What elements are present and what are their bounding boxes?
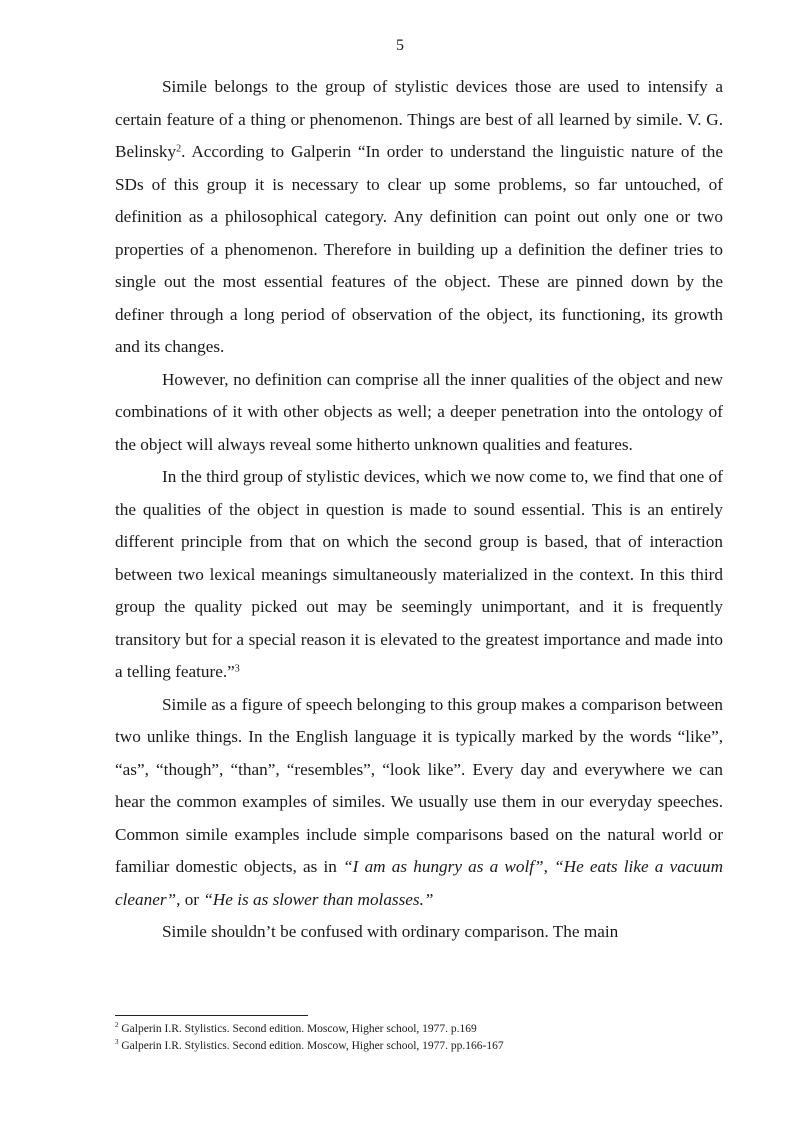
text-run: In the third group of stylistic devices, which we now come to, we find that one of the qualities of the object in question is made to sound essential. This is an entirely different principle from that on which the second group is based, that of interaction between two lexical meanings simultaneously materialized in the context. In this third group the quality picked out may be seemingly unimportant, and it is frequently transitory but for a special reason it is elevated to the greatest importance and made into a telling feature.” — [115, 467, 723, 681]
paragraph — [115, 71, 723, 364]
italic-example: “I am as hungry as a wolf” — [343, 857, 544, 876]
footnote — [115, 1038, 723, 1055]
paragraph — [115, 461, 723, 689]
text-run: Simile belongs to the group of stylistic devices those are used to intensify a certain feature of a thing or phenomenon. Things are best of all learned by simile. V. G. Belinsky — [115, 77, 723, 161]
text-run: , — [543, 857, 555, 876]
paragraph — [115, 916, 723, 949]
paragraph — [115, 364, 723, 462]
footnote-divider — [115, 1015, 308, 1016]
footnote-reference: 3 — [234, 663, 240, 675]
text-run: However, no definition can comprise all the inner qualities of the object and new combinations of it with other objects as well; a deeper penetration into the ontology of the object will always reveal some hitherto unknown qualities and features. — [115, 369, 723, 454]
paragraph — [115, 689, 723, 917]
body-text — [115, 71, 723, 949]
text-run: or — [180, 889, 204, 909]
footnote-reference: 2 — [176, 143, 182, 155]
footnote-mark: 3 — [115, 1037, 119, 1046]
footnotes — [115, 1021, 723, 1054]
text-run: Simile as a figure of speech belonging to this group makes a comparison between two unlike things. In the English language it is typically marked by the words “like”, “as”, “though”, “than”, “resembles”, “look like”. Every day and everywhere we can hear the common examples of similes. We usually use them in our everyday speeches. Common simile examples include simple comparisons based on the natural world or familiar domestic objects, as in — [115, 694, 723, 876]
footnote — [115, 1021, 723, 1038]
footnote-mark: 2 — [115, 1021, 119, 1030]
footnote-text: Galperin I.R. Stylistics. Second edition. Moscow, Higher school, 1977. pp.166-167 — [118, 1039, 504, 1052]
text-run: . According to Galperin “In order to understand the linguistic nature of the SDs of this group it is necessary to clear up some problems, so far untouched, of definition as a philosophical category. Any definition can point out only one or two properties of a phenomenon. Therefore in building up a definition the definer tries to single out the most essential features of the object. These are pinned down by the definer through a long period of observation of the object, its functioning, its growth and its changes. — [115, 142, 723, 356]
footnote-text: Galperin I.R. Stylistics. Second edition. Moscow, Higher school, 1977. p.169 — [118, 1023, 477, 1035]
page-number: 5 — [396, 37, 404, 54]
italic-example: “He eats like a vacuum cleaner”, — [115, 857, 724, 909]
italic-example: “He is as slower than molasses.” — [203, 889, 434, 909]
text-run: Simile shouldn’t be confused with ordinary comparison. The main — [162, 922, 619, 941]
